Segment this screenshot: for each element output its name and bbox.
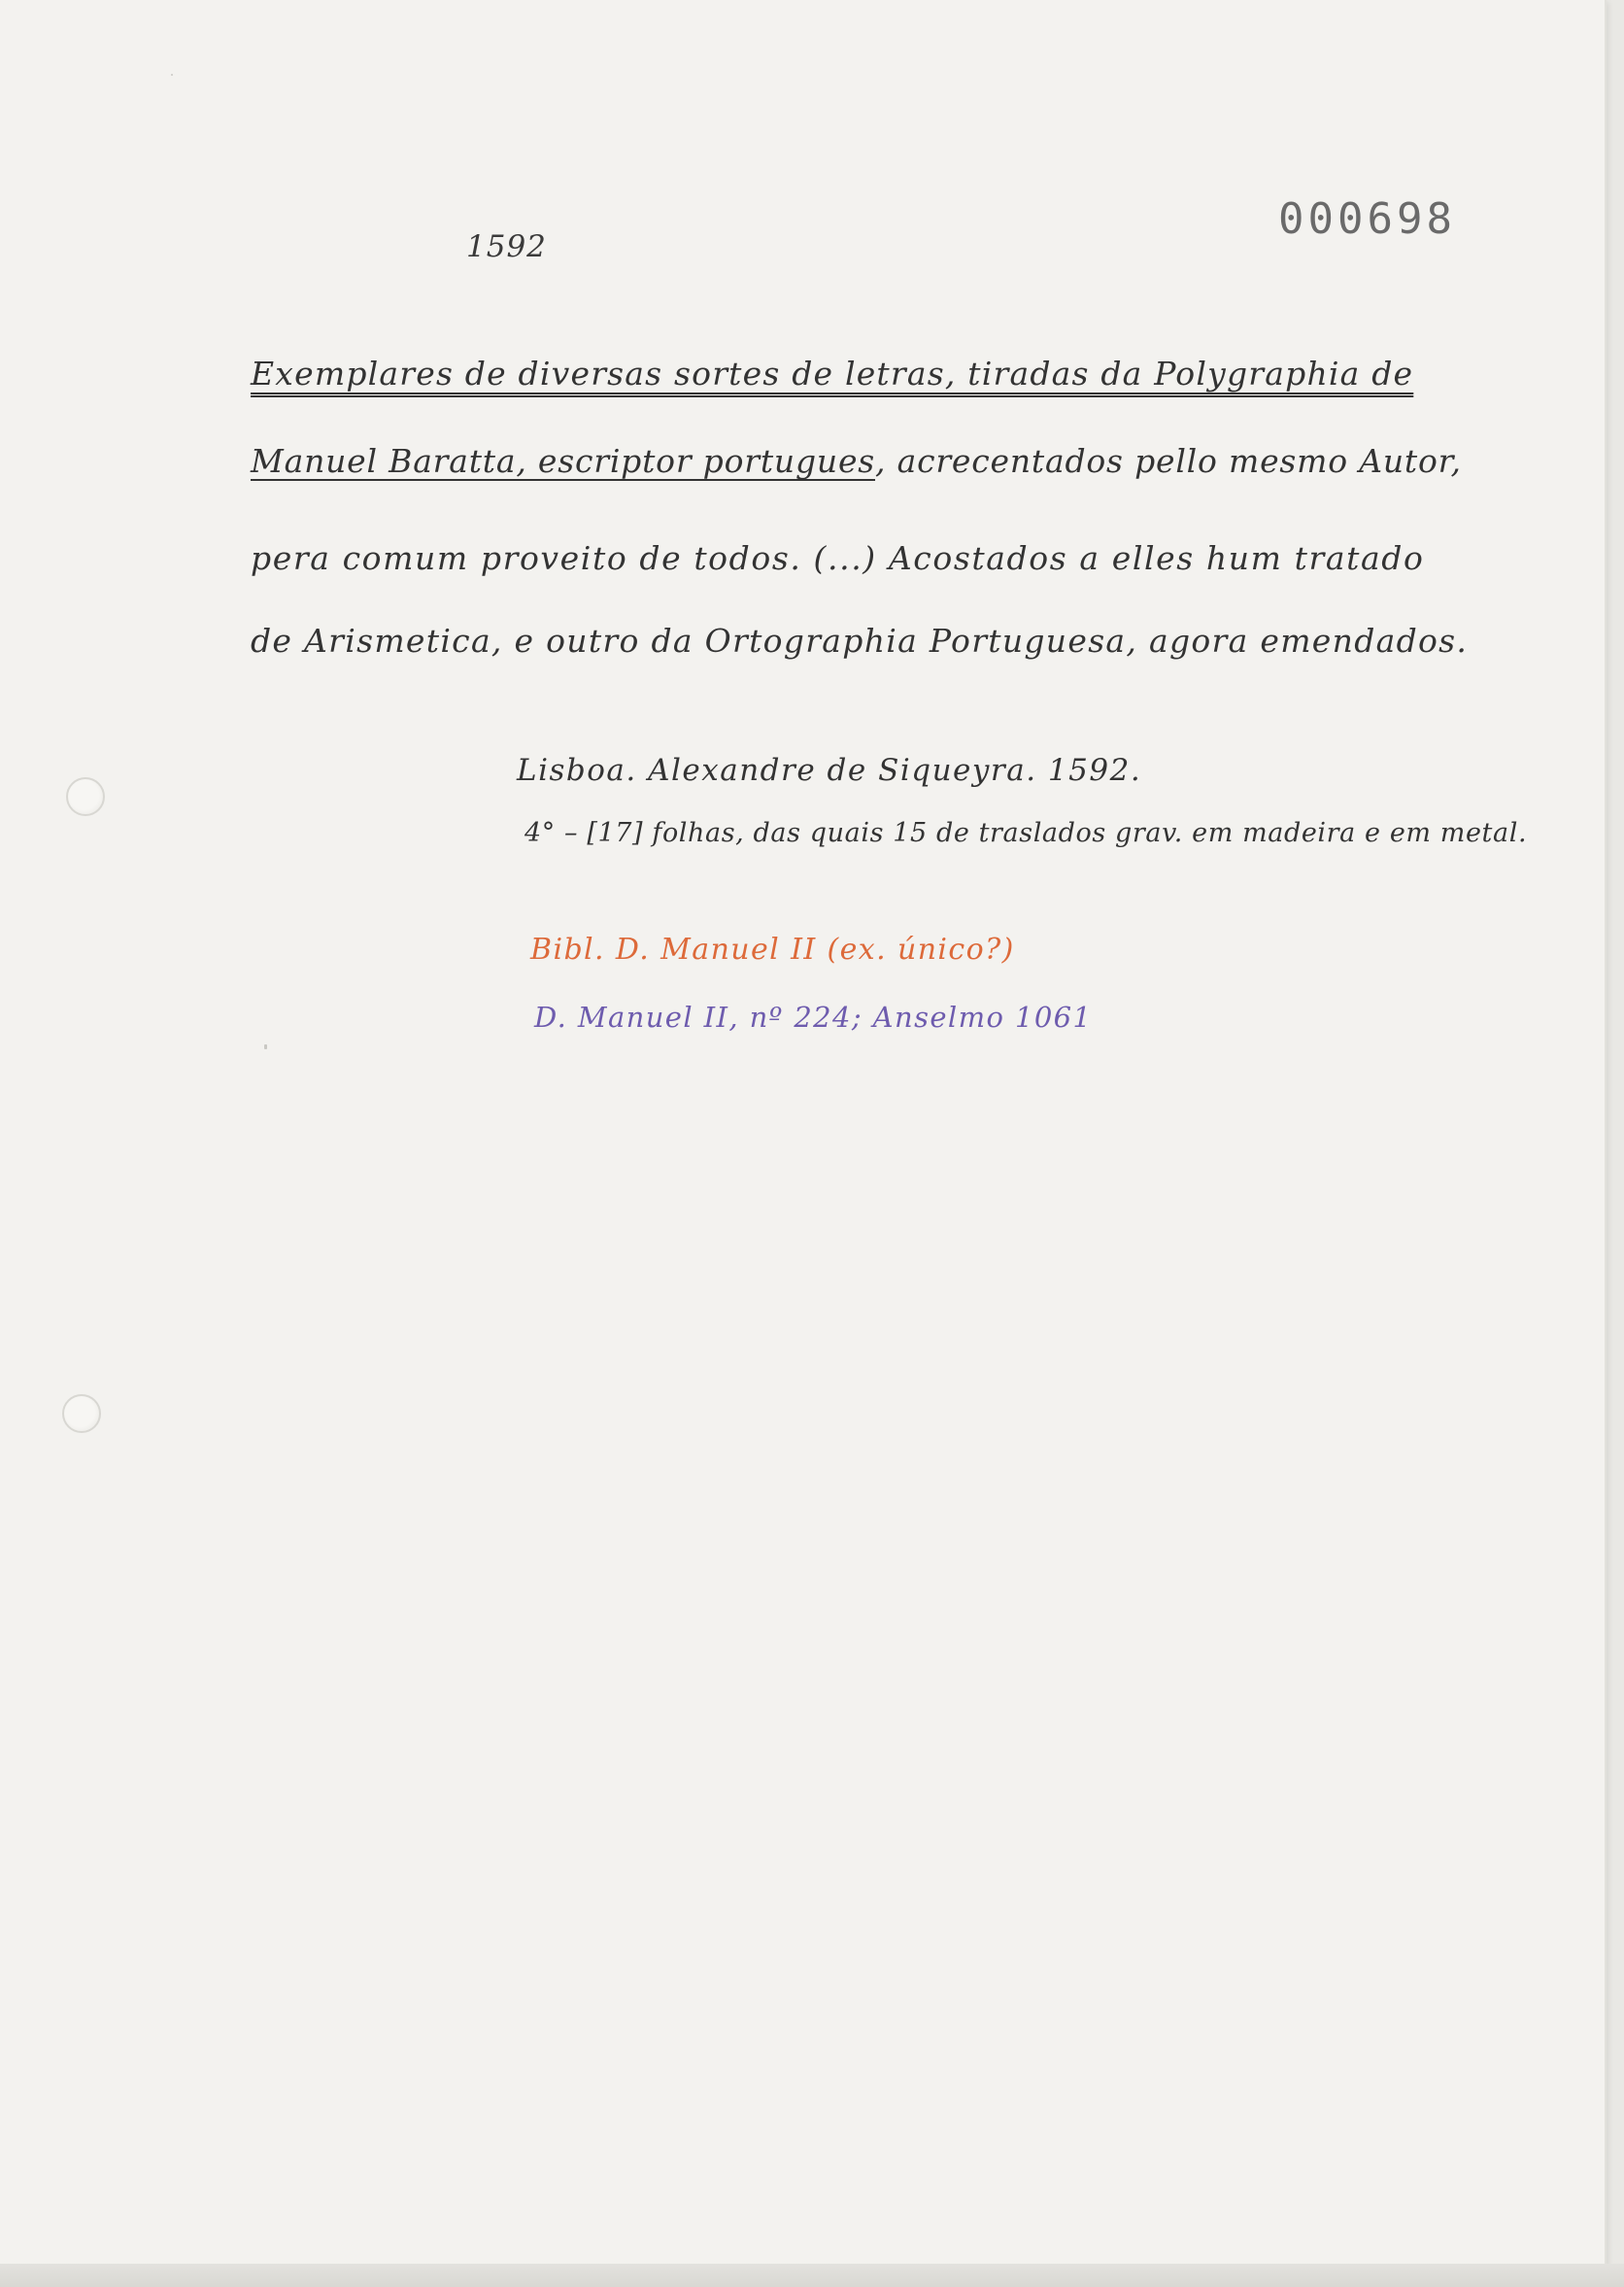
holding-note: Bibl. D. Manuel II (ex. único?) [530,933,1015,967]
title-line-1-text: Exemplares de diversas sortes de letras, tiradas da Polygraphia de [251,355,1414,393]
author-name: Manuel Baratta, escriptor portugues [251,442,876,480]
paper-speck [171,74,173,76]
title-line-2-rest: , acrecentados pello mesmo Autor, [875,442,1462,480]
scan-bottom-edge [0,2264,1624,2287]
punch-hole-bottom [62,1394,101,1433]
collation: 4° – [17] folhas, das quais 15 de traslados grav. em madeira e em metal. [524,818,1528,848]
title-line-2 [251,442,1462,480]
title-line-4: de Arismetica, e outro da Ortographia Portuguesa, agora emendados. [251,622,1469,660]
title-line-3: pera comum proveito de todos. (...) Acostados a elles hum tratado [251,539,1425,577]
paper-speck [264,1044,267,1049]
bibliographic-references: D. Manuel II, nº 224; Anselmo 1061 [534,1001,1093,1034]
punch-hole-top [66,777,105,816]
title-line-1 [251,355,1413,393]
imprint: Lisboa. Alexandre de Siqueyra. 1592. [517,753,1142,788]
reference-number-stamp: 000698 [1278,194,1456,244]
year-heading: 1592 [466,229,547,264]
